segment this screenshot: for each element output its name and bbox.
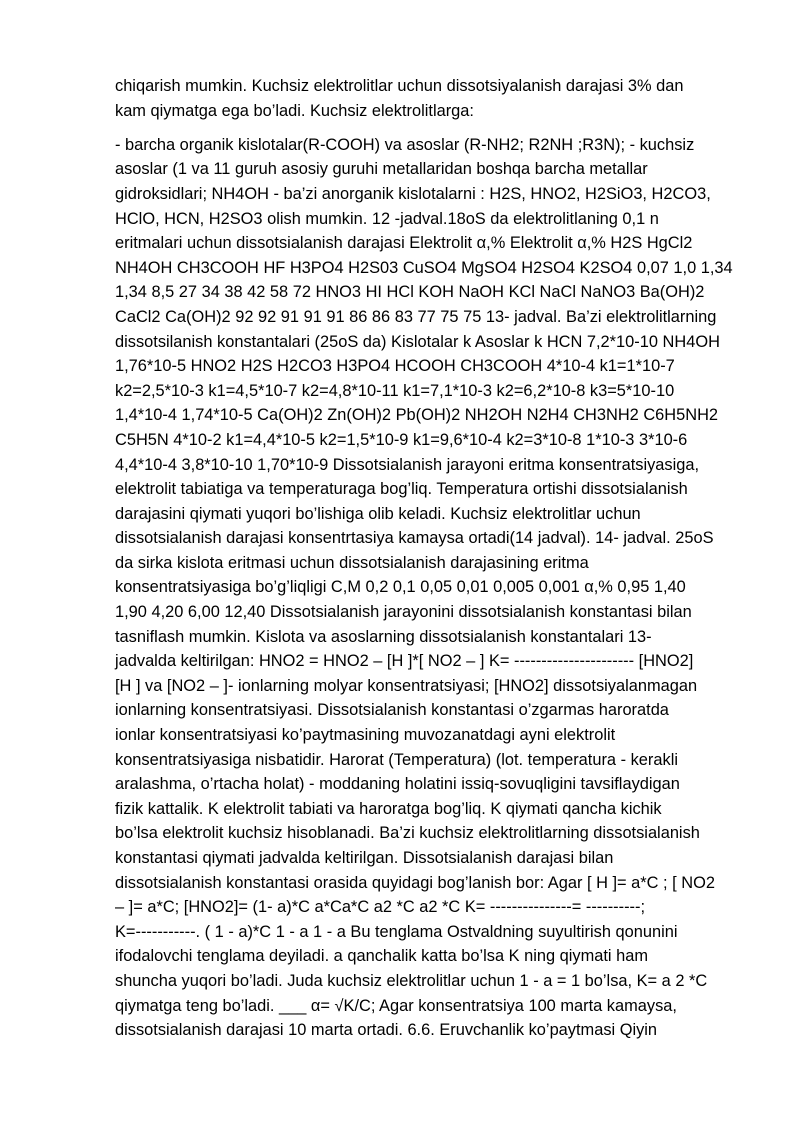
text-line: HClO, HCN, H2SO3 olish mumkin. 12 -jadval.18oS da elektrolitlaning 0,1 n xyxy=(115,209,659,228)
text-line: darajasini qiymati yuqori bo’lishiga olib keladi. Kuchsiz elektrolitlar uchun xyxy=(115,504,641,523)
text-line: konstantasi qiymati jadvalda keltirilgan. Dissotsialanish darajasi bilan xyxy=(115,849,614,867)
text-line: - barcha organik kislotalar(R-COOH) va asoslar (R-NH2; R2NH ;R3N); - kuchsiz xyxy=(115,135,695,154)
text-line: 1,90 4,20 6,00 12,40 Dissotsialanish jarayonini dissotsialanish konstantasi bilan xyxy=(115,603,692,622)
text-line: CaCl2 Ca(OH)2 92 92 91 91 91 86 86 83 77 75 75 13- jadval. Ba’zi elektrolitlarning xyxy=(115,307,717,326)
text-line: shuncha yuqori bo’ladi. Juda kuchsiz elektrolitlar uchun 1 - a = 1 bo’lsa, K= a 2 *C xyxy=(115,971,708,990)
text-line: ionlar konsentratsiyasi ko’paytmasining muvozanatdagi ayni elektrolit xyxy=(115,726,616,745)
text-line: da sirka kislota eritmasi uchun dissotsialanish darajasining eritma xyxy=(115,553,589,572)
text-line: 1,4*10-4 1,74*10-5 Ca(OH)2 Zn(OH)2 Pb(OH)2 NH2OH N2H4 CH3NH2 C6H5NH2 xyxy=(115,406,719,425)
text-line: qiymatga teng bo’ladi. ___ α= √K/C; Agar konsentratsiya 100 marta kamaysa, xyxy=(115,996,677,1015)
text-line: dissotsialanish konstantasi orasida quyidagi bog’lanish bor: Agar [ H ]= a*C ; [ NO2 xyxy=(115,873,715,892)
text-line: K=-----------. ( 1 - a)*C 1 - a 1 - a Bu tenglama Ostvaldning suyultirish qonunini xyxy=(115,922,678,941)
text-line: C5H5N 4*10-2 k1=4,4*10-5 k2=1,5*10-9 k1=9,6*10-4 k2=3*10-8 1*10-3 3*10-6 xyxy=(115,430,688,449)
paragraph xyxy=(115,74,787,123)
text-line: 1,34 8,5 27 34 38 42 58 72 HNO3 HI HCl KOH NaOH KCl NaCl NaNO3 Ba(OH)2 xyxy=(115,283,705,302)
text-line: k2=2,5*10-3 k1=4,5*10-7 k2=4,8*10-11 k1=7,1*10-3 k2=6,2*10-8 k3=5*10-10 xyxy=(115,381,675,400)
text-line: dissotsialanish darajasi 10 marta ortadi. 6.6. Eruvchanlik ko’paytmasi Qiyin xyxy=(115,1021,658,1040)
text-line: ionlarning konsentratsiyasi. Dissotsialanish konstantasi o’zgarmas haroratda xyxy=(115,701,669,720)
text-line: NH4OH CH3COOH HF H3PO4 H2S03 CuSO4 MgSO4 H2SO4 K2SO4 0,07 1,0 1,34 xyxy=(115,258,733,277)
text-line: ifodalovchi tenglama deyiladi. a qanchalik katta bo’lsa K ning qiymati ham xyxy=(115,947,648,966)
document-page xyxy=(115,74,787,1043)
text-line: chiqarish mumkin. Kuchsiz elektrolitlar uchun dissotsiyalanish darajasi 3% dan xyxy=(115,77,684,95)
text-line: dissotsilanish konstantalari (25oS da) Kislotalar k Asoslar k HCN 7,2*10-10 NH4OH xyxy=(115,332,720,351)
text-line: bo’lsa elektrolit kuchsiz hisoblanadi. Ba’zi kuchsiz elektrolitlarning dissotsialanish xyxy=(115,824,700,843)
text-line: aralashma, o’rtacha holat) - moddaning holatini issiq-sovuqligini tavsiflaydigan xyxy=(115,775,680,794)
text-line: elektrolit tabiatiga va temperaturaga bog’liq. Temperatura ortishi dissotsialanish xyxy=(115,480,688,499)
text-line: asoslar (1 va 11 guruh asosiy guruhi metallaridan boshqa barcha metallar xyxy=(115,160,648,179)
text-line: 4,4*10-4 3,8*10-10 1,70*10-9 Dissotsialanish jarayoni eritma konsentratsiyasiga, xyxy=(115,455,700,474)
text-line: [H ] va [NO2 – ]- ionlarning molyar konsentratsiyasi; [HNO2] dissotsiyalanmagan xyxy=(115,676,698,695)
text-line: gidroksidlari; NH4OH - ba’zi anorganik kislotalarni : H2S, HNO2, H2SiO3, H2CO3, xyxy=(115,184,711,203)
text-line: konsentratsiyasiga bo’g’liqligi C,M 0,2 0,1 0,05 0,01 0,005 0,001 α,% 0,95 1,40 xyxy=(115,578,686,597)
text-line: fizik kattalik. K elektrolit tabiati va haroratga bog’liq. K qiymati qancha kichik xyxy=(115,799,662,818)
text-line: dissotsialanish darajasi konsentrtasiya kamaysa ortadi(14 jadval). 14- jadval. 25oS xyxy=(115,529,714,548)
text-line: konsentratsiyasiga nisbatidir. Harorat (Temperatura) (lot. temperatura - kerakli xyxy=(115,750,678,769)
text-line: eritmalari uchun dissotsialanish darajasi Elektrolit α,% Elektrolit α,% H2S HgCl2 xyxy=(115,234,693,253)
paragraph xyxy=(115,133,787,1043)
text-line: jadvalda keltirilgan: HNO2 = HNO2 – [H ]*[ NO2 – ] K= ---------------------- [HNO2] xyxy=(115,652,694,671)
text-line: 1,76*10-5 HNO2 H2S H2CO3 H3PO4 HCOOH CH3COOH 4*10-4 k1=1*10-7 xyxy=(115,357,675,376)
text-line: – ]= a*C; [HNO2]= (1- a)*C a*Ca*C a2 *C a2 *C K= ---------------= ----------; xyxy=(115,898,646,917)
text-line: kam qiymatga ega bo’ladi. Kuchsiz elektrolitlarga: xyxy=(115,101,474,120)
text-line: tasniflash mumkin. Kislota va asoslarning dissotsialanish konstantalari 13- xyxy=(115,627,652,646)
